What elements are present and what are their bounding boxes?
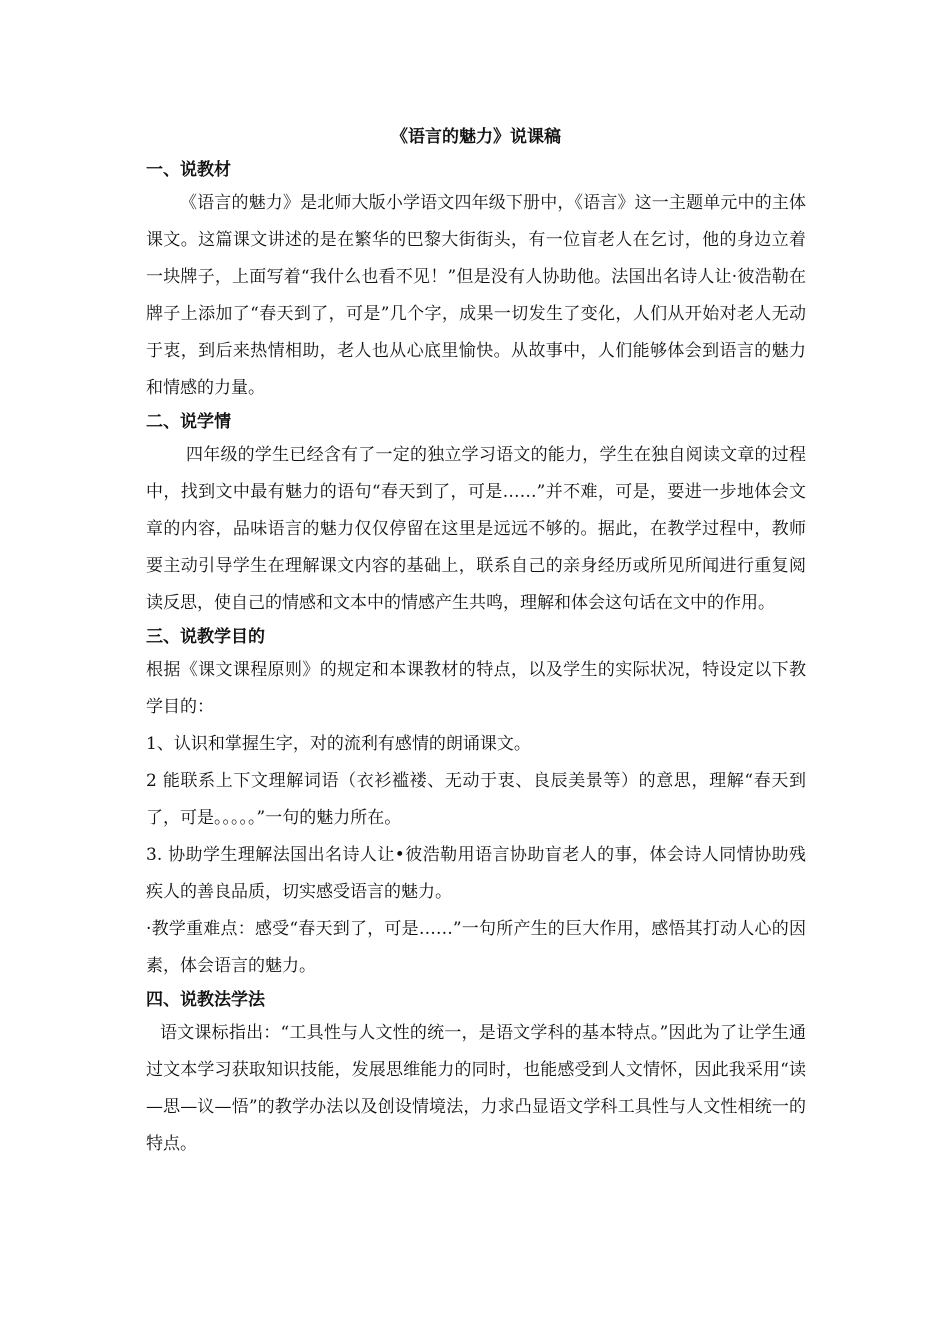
section-heading: 二、说学情 xyxy=(146,412,231,432)
objective-item: 1、认识和掌握生字，对的流利有感情的朗诵课文。 xyxy=(146,734,531,754)
objective-item: 3. 协助学生理解法国出名诗人让•彼浩勒用语言协助盲老人的事，体会诗人同情协助残疾人的善良品质，切实感受语言的魅力。 xyxy=(146,845,806,902)
objective-item: 2 能联系上下文理解词语（衣衫褴褛、无动于衷、良辰美景等）的意思，理解“春天到了，可是。。。。。”一句的魅力所在。 xyxy=(146,771,806,828)
section-teaching-objectives xyxy=(146,622,806,985)
section-heading: 三、说教学目的 xyxy=(146,627,265,647)
paragraph: 根据《课文课程原则》的规定和本课教材的特点，以及学生的实际状况，特设定以下教学目的： xyxy=(146,660,806,717)
section-heading: 四、说教法学法 xyxy=(146,990,265,1010)
key-difficulty: ·教学重难点：感受“春天到了，可是……”一句所产生的巨大作用，感悟其打动人心的因素，体会语言的魅力。 xyxy=(146,919,806,976)
paragraph: 四年级的学生已经含有了一定的独立学习语文的能力，学生在独自阅读文章的过程中，找到文中最有魅力的语句“春天到了，可是……”并不难，可是，要进一步地体会文章的内容，品味语言的魅力仅仅停留在这里是远远不够的。据此，在教学过程中，教师要主动引导学生在理解课文内容的基础上，联系自己的亲身经历或所见所闻进行重复阅读反思，使自己的情感和文本中的情感产生共鸣，理解和体会这句话在文中的作用。 xyxy=(146,445,806,613)
document-title: 《语言的魅力》说课稿 xyxy=(391,127,561,147)
section-student-analysis xyxy=(146,407,806,622)
section-textbook xyxy=(146,155,806,407)
document-page xyxy=(146,123,806,1163)
paragraph: 语文课标指出：“工具性与人文性的统一，是语文学科的基本特点。”因此为了让学生通过文本学习获取知识技能，发展思维能力的同时，也能感受到人文情怀，因此我采用“读—思—议—悟”的教学办法以及创设情境法，力求凸显语文学科工具性与人文性相统一的特点。 xyxy=(146,1023,806,1154)
section-teaching-methods xyxy=(146,985,806,1163)
section-heading: 一、说教材 xyxy=(146,160,231,180)
paragraph: 《语言的魅力》是北师大版小学语文四年级下册中，《语言》这一主题单元中的主体课文。这篇课文讲述的是在繁华的巴黎大街街头，有一位盲老人在乞讨，他的身边立着一块牌子，上面写着“我什么也看不见！”但是没有人协助他。法国出名诗人让·彼浩勒在牌子上添加了“春天到了，可是”几个字，成果一切发生了变化，人们从开始对老人无动于衷，到后来热情相助，老人也从心底里愉快。从故事中，人们能够体会到语言的魅力和情感的力量。 xyxy=(146,193,806,398)
